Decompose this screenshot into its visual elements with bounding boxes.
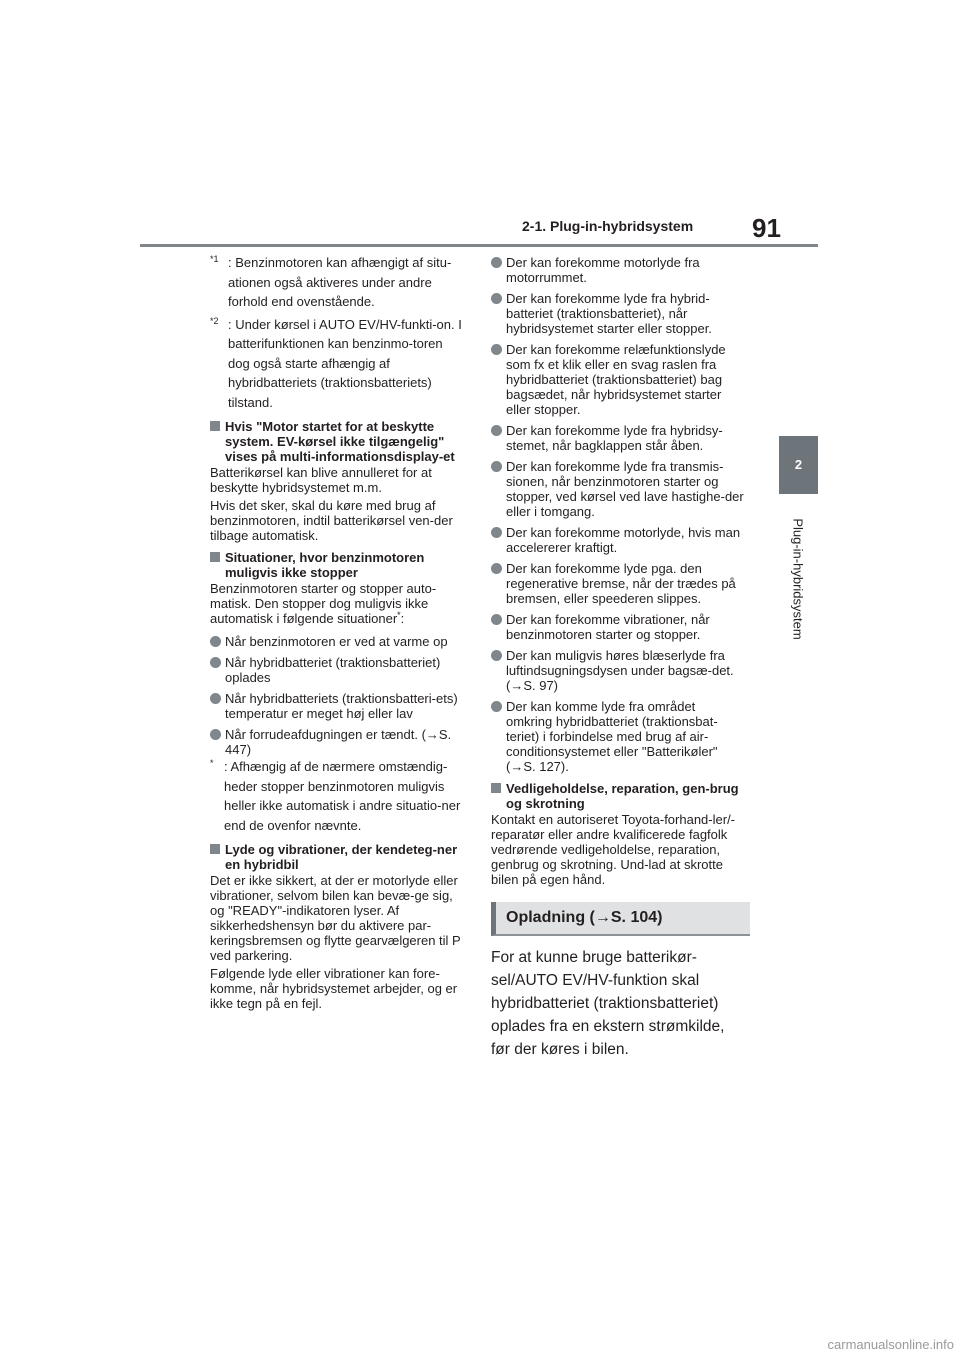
- chapter-tab: [779, 436, 818, 494]
- charging-line: sel/AUTO EV/HV-funktion skal: [491, 972, 700, 989]
- footnote-mark: *2: [210, 315, 219, 326]
- header-divider: [140, 244, 818, 247]
- list-item: Der kan komme lyde fra området omkring hybridbatteriet (traktionsbat-teriet) i forbindelse med brug af air-conditionsystemet eller "Batterikøler" (→S. 127).: [491, 699, 745, 774]
- list-item: Når hybridbatteriet (traktionsbatteriet) oplades: [210, 655, 464, 685]
- round-bullet-icon: [491, 527, 502, 538]
- list-item: Der kan muligvis høres blæserlyde fra luftindsugningsdysen under bagsæ-det. (→S. 97): [491, 648, 745, 693]
- right-column: [491, 253, 745, 1061]
- charging-paragraph: [491, 946, 745, 1061]
- list-item: Der kan forekomme lyde fra hybridsy-stemet, når bagklappen står åben.: [491, 423, 745, 453]
- list-item: Når benzinmotoren er ved at varme op: [210, 634, 464, 649]
- list-item: Der kan forekomme motorlyde fra motorrummet.: [491, 255, 745, 285]
- paragraph: Følgende lyde eller vibrationer kan fore-komme, når hybridsystemet arbejder, og er ikke tegn på en fejl.: [210, 966, 458, 1011]
- heading-motor-started: Hvis "Motor startet for at beskytte system. EV-kørsel ikke tilgængelig" vises på multi-informationsdisplay-et: [210, 419, 464, 464]
- section-title: 2-1. Plug-in-hybridsystem: [522, 218, 694, 234]
- paragraph: Hvis det sker, skal du køre med brug af benzinmotoren, indtil batterikørsel ven-der tilbage automatisk.: [210, 498, 453, 543]
- heading-maintenance: Vedligeholdelse, reparation, gen-brug og skrotning: [491, 781, 745, 811]
- heading-engine-not-stopping: Situationer, hvor benzinmotoren muligvis ikke stopper: [210, 550, 464, 580]
- charging-section-title: Opladning (→S. 104): [491, 902, 750, 936]
- round-bullet-icon: [210, 657, 221, 668]
- list-item: Når hybridbatteriets (traktionsbatteri-ets) temperatur er meget høj eller lav: [210, 691, 464, 721]
- round-bullet-icon: [210, 693, 221, 704]
- footnote-star: [210, 757, 464, 835]
- watermark: carmanualsonline.info: [827, 1337, 954, 1352]
- square-bullet-icon: [210, 552, 220, 562]
- list-item: Der kan forekomme vibrationer, når benzinmotoren starter og stopper.: [491, 612, 745, 642]
- paragraph-continuation: automatisk i følgende situationer*:: [210, 610, 405, 626]
- list-item: Der kan forekomme lyde fra hybrid-batteriet (traktionsbatteriet), når hybridsystemet starter eller stopper.: [491, 291, 745, 336]
- round-bullet-icon: [491, 701, 502, 712]
- list-item: Når forrudeafdugningen er tændt. (→S. 447): [210, 727, 464, 757]
- square-bullet-icon: [210, 421, 220, 431]
- list-item: Der kan forekomme lyde fra transmis-sionen, når benzinmotoren starter og stopper, ved kørsel ved lave hastighe-der eller i tomgang.: [491, 459, 745, 519]
- charging-line: før der køres i bilen.: [491, 1041, 629, 1058]
- chapter-side-label-text: Plug-in-hybridsystem: [790, 517, 806, 640]
- footnote-text: : Under kørsel i AUTO EV/HV-funkti-on. I batterifunktionen kan benzinmo-toren dog også starte afhængig af hybridbatteriets (traktionsbatteriets) tilstand.: [228, 316, 462, 410]
- square-bullet-icon: [491, 783, 501, 793]
- round-bullet-icon: [491, 293, 502, 304]
- round-bullet-icon: [491, 563, 502, 574]
- chapter-side-label: [791, 506, 805, 651]
- round-bullet-icon: [491, 344, 502, 355]
- charging-line: hybridbatteriet (traktionsbatteriet): [491, 995, 719, 1012]
- footnote-2: [210, 315, 464, 413]
- round-bullet-icon: [491, 425, 502, 436]
- footnote-mark: *: [210, 758, 214, 768]
- paragraph: Batterikørsel kan blive annulleret for at beskytte hybridsystemet m.m.: [210, 465, 432, 495]
- chapter-number: 2: [794, 457, 803, 472]
- list-item: Der kan forekomme motorlyde, hvis man accelererer kraftigt.: [491, 525, 745, 555]
- charging-line: For at kunne bruge batterikør-: [491, 949, 697, 966]
- round-bullet-icon: [491, 650, 502, 661]
- paragraph: Benzinmotoren starter og stopper auto-matisk. Den stopper dog muligvis ikke: [210, 581, 437, 611]
- round-bullet-icon: [491, 614, 502, 625]
- round-bullet-icon: [491, 461, 502, 472]
- charging-line: oplades fra en ekstern strømkilde,: [491, 1018, 725, 1035]
- square-bullet-icon: [210, 844, 220, 854]
- footnote-text: : Afhængig af de nærmere omstændig-heder stopper benzinmotoren muligvis heller ikke automatisk i andre situatio-ner end de ovenfor nævnte.: [224, 759, 461, 833]
- left-column: [210, 253, 464, 1014]
- footnote-1: [210, 253, 464, 312]
- footnote-text: : Benzinmotoren kan afhængigt af situ-ationen også aktiveres under andre forhold end ovenstående.: [228, 255, 452, 309]
- list-item: Der kan forekomme relæfunktionslyde som fx et klik eller en svag raslen fra hybridbatteriet (traktionsbatteriet) bag bagsædet, når hybridsystemet starter eller stopper.: [491, 342, 745, 417]
- round-bullet-icon: [491, 257, 502, 268]
- paragraph: Det er ikke sikkert, at der er motorlyde eller vibrationer, selvom bilen kan bevæ-ge sig, og "READY"-indikatoren lyser. Af sikkerhedshensyn bør du aktivere par-keringsbremsen og flytte gearvælgeren til P ved parkering.: [210, 873, 461, 963]
- page-number: 91: [752, 213, 781, 243]
- footnote-mark: *1: [210, 254, 219, 264]
- paragraph: Kontakt en autoriseret Toyota-forhand-ler/-reparatør eller andre kvalificerede fagfolk vedrørende vedligeholdelse, reparation, genbrug og skrotning. Und-lad at skrotte bilen på egen hånd.: [491, 812, 736, 887]
- round-bullet-icon: [210, 729, 221, 740]
- list-item: Der kan forekomme lyde pga. den regenerative bremse, når der trædes på bremsen, eller speederen slippes.: [491, 561, 745, 606]
- heading-sounds-vibrations: Lyde og vibrationer, der kendeteg-ner en hybridbil: [210, 842, 464, 872]
- round-bullet-icon: [210, 636, 221, 647]
